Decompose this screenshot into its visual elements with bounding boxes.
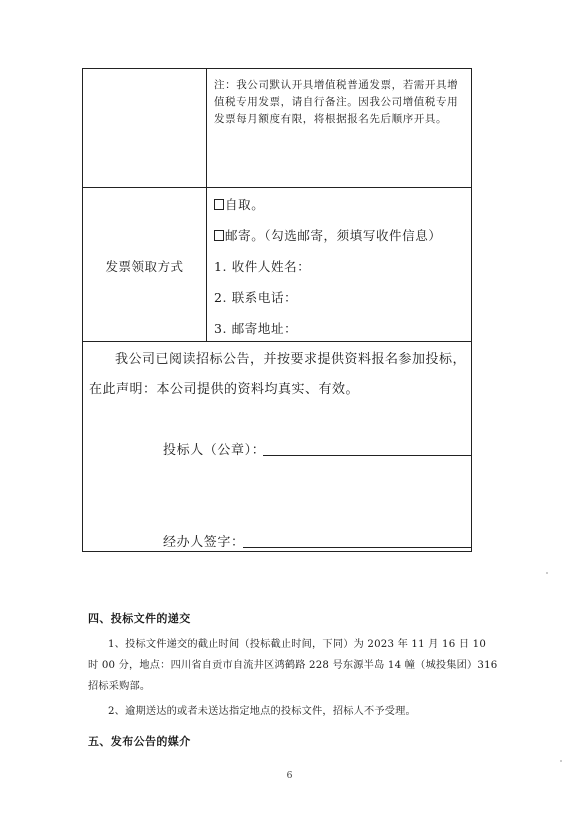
- section-5-heading: 五、发布公告的媒介: [88, 735, 191, 748]
- table-row-divider: [83, 341, 471, 342]
- section-4-item-2: 2、逾期送达的或者未送达指定地点的投标文件，招标人不予受理。: [108, 706, 416, 717]
- scan-speck: [546, 572, 548, 574]
- bidder-seal-line: [263, 455, 471, 456]
- checkbox-icon[interactable]: [214, 199, 224, 210]
- mail-address-field: 3. 邮寄地址：: [214, 321, 298, 336]
- recipient-name-field: 1. 收件人姓名：: [214, 259, 311, 274]
- declaration-text: 我公司已阅读招标公告，并按要求提供资料报名参加投标，在此声明：本公司提供的资料均真实、有效。: [89, 352, 467, 397]
- invoice-note: 注：我公司默认开具增值税普通发票，若需开具增值税专用发票，请自行备注。因我公司增值税专用发票每月额度有限，将根据报名先后顺序开具。: [214, 79, 459, 125]
- registration-table: [82, 68, 472, 552]
- handler-signature-label: 经办人签字：: [163, 535, 245, 550]
- page-number: 6: [286, 770, 293, 781]
- invoice-method-label: 发票领取方式: [105, 259, 184, 274]
- checkbox-icon[interactable]: [214, 230, 224, 241]
- section-4-item-1: 1、投标文件递交的截止时间（投标截止时间，下同）为 2023 年 11 月 16 日 10 时 00 分，地点：四川省自贡市自流井区鸿鹤路 228 号东源半岛 14 幢（城投集团）316 招标采购部。: [88, 639, 498, 692]
- table-column-divider: [206, 69, 207, 341]
- table-row-divider: [83, 187, 471, 188]
- scan-speck: [560, 760, 562, 762]
- bidder-seal-label: 投标人（公章）：: [163, 443, 266, 458]
- handler-signature-line: [243, 547, 471, 548]
- phone-field: 2. 联系电话：: [214, 290, 298, 305]
- option-mail[interactable]: 邮寄。（勾选邮寄，须填写收件信息）: [214, 226, 441, 244]
- option-self-pickup[interactable]: 自取。: [214, 195, 264, 213]
- section-4-heading: 四、投标文件的递交: [88, 612, 191, 625]
